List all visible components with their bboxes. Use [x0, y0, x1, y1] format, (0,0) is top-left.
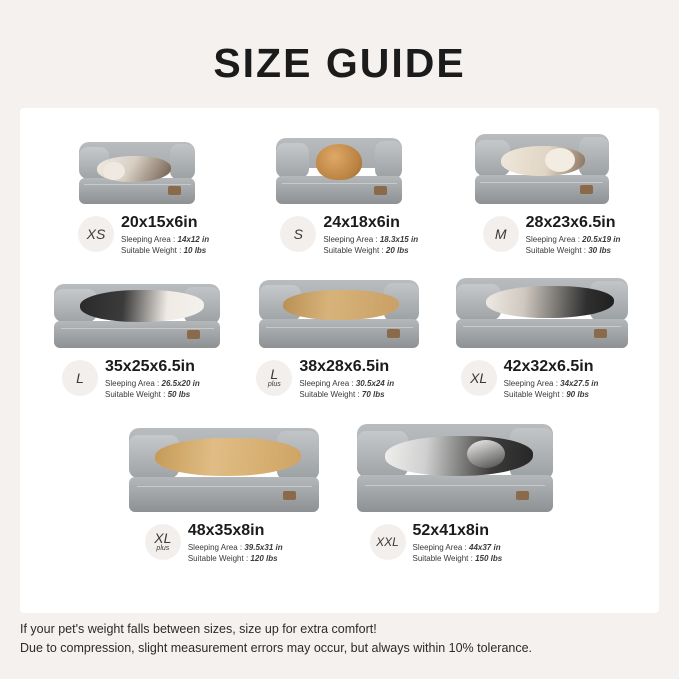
sleeping-area-spec: Sleeping Area : 30.5x24 in: [299, 379, 395, 388]
footer-line-2: Due to compression, slight measurement errors may occur, but always within 10% tolerance.: [20, 641, 533, 655]
size-info-s: [244, 214, 434, 256]
size-row: [36, 416, 643, 564]
size-row: [36, 270, 643, 400]
bed-illustration-xxl: [346, 416, 565, 512]
size-dimensions: 35x25x6.5in: [105, 358, 195, 375]
brand-tag-icon: [594, 329, 607, 338]
suitable-weight-spec: Suitable Weight : 90 lbs: [503, 390, 589, 399]
size-dimensions: 28x23x6.5in: [525, 214, 616, 231]
size-info-xs: [42, 214, 232, 256]
size-guide-card: [20, 108, 659, 613]
size-badge-l-plus: L plus: [256, 360, 292, 396]
size-badge-m: M: [483, 216, 519, 252]
size-dimensions: 20x15x6in: [121, 214, 198, 231]
size-dimensions: 52x41x8in: [412, 522, 490, 539]
suitable-weight-spec: Suitable Weight : 10 lbs: [121, 246, 207, 255]
size-badge-xl-plus: XL plus: [145, 524, 181, 560]
sleeping-area-spec: Sleeping Area : 44x37 in: [412, 543, 501, 552]
suitable-weight-spec: Suitable Weight : 20 lbs: [323, 246, 409, 255]
footer-line-1: If your pet's weight falls between sizes, size up for extra comfort!: [20, 622, 377, 636]
pet-border-collie-resting: [486, 286, 614, 318]
bed-illustration-s: [244, 126, 434, 204]
brand-tag-icon: [374, 186, 387, 195]
size-info-xxl: [346, 522, 565, 564]
pet-border-collie-lying: [80, 290, 204, 322]
size-item-xl-plus[interactable]: [109, 416, 340, 564]
brand-tag-icon: [168, 186, 181, 195]
brand-tag-icon: [387, 329, 400, 338]
suitable-weight-spec: Suitable Weight : 150 lbs: [412, 554, 503, 563]
size-dimensions: 24x18x6in: [323, 214, 400, 231]
size-dimensions: 48x35x8in: [187, 522, 265, 539]
pet-golden-retriever-large: [155, 438, 301, 476]
size-info-xl: [447, 358, 637, 400]
size-badge-xl: XL: [461, 360, 497, 396]
size-info-l: [42, 358, 232, 400]
size-badge-l: L: [62, 360, 98, 396]
brand-tag-icon: [283, 491, 296, 500]
size-item-xs[interactable]: [36, 126, 238, 256]
size-item-m[interactable]: [441, 126, 643, 256]
suitable-weight-spec: Suitable Weight : 50 lbs: [105, 390, 191, 399]
sleeping-area-spec: Sleeping Area : 18.3x15 in: [323, 235, 419, 244]
size-item-s[interactable]: [238, 126, 440, 256]
bed-illustration-xl-plus: [115, 416, 334, 512]
size-badge-xxl: XXL: [370, 524, 406, 560]
size-item-l-plus[interactable]: [238, 270, 440, 400]
sleeping-area-spec: Sleeping Area : 34x27.5 in: [503, 379, 599, 388]
suitable-weight-spec: Suitable Weight : 70 lbs: [299, 390, 385, 399]
size-item-xxl[interactable]: [340, 416, 571, 564]
brand-tag-icon: [516, 491, 529, 500]
bed-illustration-l-plus: [244, 270, 434, 348]
suitable-weight-spec: Suitable Weight : 30 lbs: [525, 246, 611, 255]
bed-illustration-l: [42, 270, 232, 348]
sleeping-area-spec: Sleeping Area : 39.5x31 in: [187, 543, 283, 552]
page-title: SIZE GUIDE: [213, 40, 466, 86]
size-badge-xs: XS: [78, 216, 114, 252]
footer-note: [20, 620, 659, 658]
size-dimensions: 42x32x6.5in: [503, 358, 594, 375]
size-grid: [20, 108, 659, 564]
size-row: [36, 126, 643, 256]
bed-illustration-xl: [447, 270, 637, 348]
sleeping-area-spec: Sleeping Area : 14x12 in: [121, 235, 210, 244]
pet-golden-retriever-lying: [283, 290, 399, 320]
sleeping-area-spec: Sleeping Area : 20.5x19 in: [525, 235, 621, 244]
sleeping-area-spec: Sleeping Area : 26.5x20 in: [105, 379, 200, 388]
size-info-m: [447, 214, 637, 256]
size-badge-s: S: [280, 216, 316, 252]
size-item-l[interactable]: [36, 270, 238, 400]
size-dimensions: 38x28x6.5in: [299, 358, 390, 375]
brand-tag-icon: [187, 330, 200, 339]
bed-illustration-xs: [42, 126, 232, 204]
size-info-xl-plus: [115, 522, 334, 564]
pet-husky-lying: [385, 436, 533, 476]
size-item-xl[interactable]: [441, 270, 643, 400]
pet-pomeranian-sitting: [316, 144, 362, 180]
bed-illustration-m: [447, 126, 637, 204]
brand-tag-icon: [580, 185, 593, 194]
size-info-l-plus: [244, 358, 434, 400]
suitable-weight-spec: Suitable Weight : 120 lbs: [187, 554, 278, 563]
